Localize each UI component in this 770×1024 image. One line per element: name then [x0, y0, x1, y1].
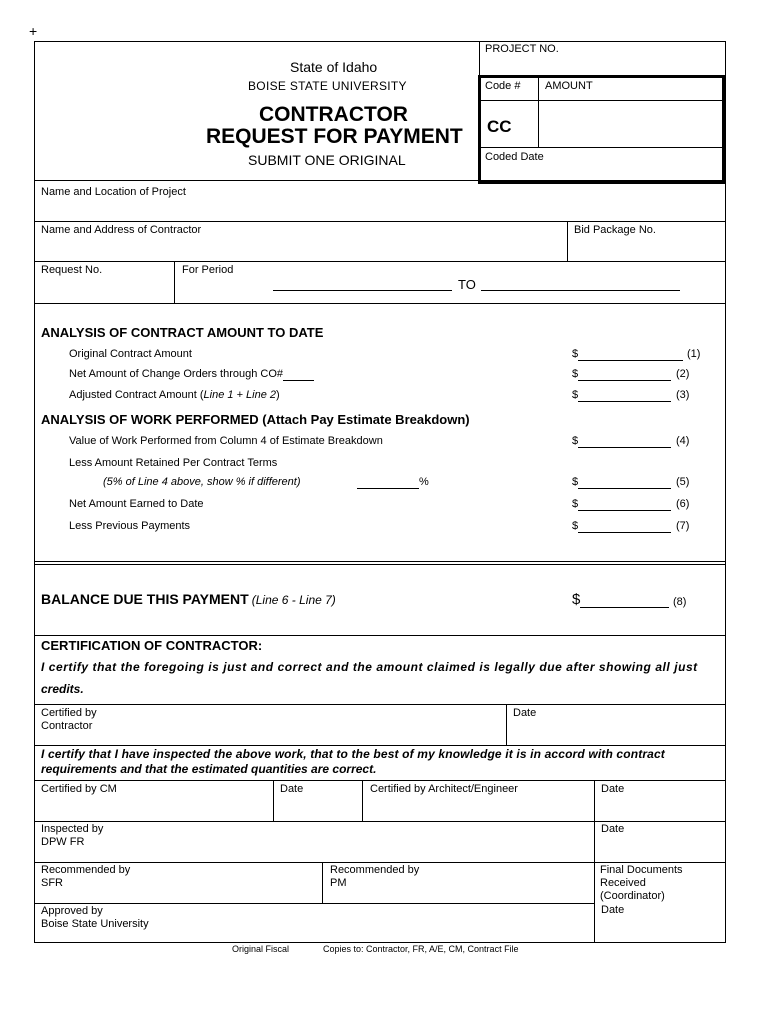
submit-instruction: SUBMIT ONE ORIGINAL — [248, 152, 406, 168]
recommended-divider — [322, 862, 323, 903]
code-row-line2 — [481, 147, 722, 148]
line6-amount-field[interactable] — [578, 499, 671, 511]
inspect-top-line — [34, 745, 726, 746]
line7-label: Less Previous Payments — [69, 520, 191, 532]
inspected-line1: Inspected by — [41, 823, 104, 835]
inspect-statement-line1: I certify that I have inspected the above work, that to the best of my knowledge it is in accord with contract — [41, 747, 665, 761]
inspected-signature-field[interactable] — [120, 824, 588, 860]
top-border — [34, 41, 726, 42]
line4-number: (4) — [676, 435, 690, 447]
line7-amount — [572, 520, 671, 533]
amount-label: AMOUNT — [545, 80, 593, 92]
line3-prefix: Adjusted Contract Amount ( — [69, 389, 204, 401]
line3-label — [69, 389, 280, 402]
certified-contractor-top-line — [34, 704, 726, 705]
ae-date-field[interactable] — [601, 797, 720, 817]
line5-number: (5) — [676, 476, 690, 488]
bottom-border — [34, 942, 726, 943]
approved-line1: Approved by — [41, 905, 103, 917]
line5-amount — [572, 476, 671, 489]
certification-heading: CERTIFICATION OF CONTRACTOR: — [41, 638, 263, 653]
contractor-date-label: Date — [513, 707, 537, 719]
line3-formula: Line 1 + Line 2 — [203, 389, 276, 401]
inspected-top-line — [34, 821, 726, 822]
state-name: State of Idaho — [290, 59, 378, 75]
contractor-top-line — [34, 221, 726, 222]
right-border — [725, 41, 726, 942]
left-border — [34, 41, 35, 942]
request-divider — [174, 261, 175, 303]
contractor-signature-field[interactable] — [112, 708, 500, 740]
project-name-field[interactable] — [41, 200, 721, 218]
approved-top-line — [34, 903, 595, 904]
certification-top-line — [34, 635, 726, 636]
for-period-label: For Period — [182, 264, 234, 276]
balance-number: (8) — [673, 596, 687, 608]
bid-divider — [567, 221, 568, 261]
cm-date-label: Date — [280, 783, 304, 795]
project-no-field[interactable] — [485, 56, 721, 74]
plus-mark: + — [29, 23, 38, 39]
request-top-line — [34, 261, 726, 262]
project-no-divider — [479, 41, 480, 78]
line2-label — [69, 368, 314, 381]
balance-label: BALANCE DUE THIS PAYMENT — [41, 591, 249, 607]
request-no-field[interactable] — [41, 278, 169, 298]
line2-amount-field[interactable] — [578, 369, 671, 381]
project-name-label: Name and Location of Project — [41, 186, 186, 198]
dollar-sign: $ — [572, 498, 579, 510]
final-docs-line1: Final Documents — [600, 864, 683, 876]
line4-amount-field[interactable] — [578, 436, 671, 448]
certification-statement-line1: I certify that the foregoing is just and correct and the amount claimed is legally due after showing all just — [41, 660, 698, 674]
footer-original: Original Fiscal — [232, 944, 290, 954]
certified-cm-label: Certified by CM — [41, 783, 117, 795]
retained-note: (5% of Line 4 above, show % if different) — [103, 476, 301, 488]
percent-sign: % — [419, 476, 429, 488]
inspected-line2: DPW FR — [41, 836, 85, 848]
contractor-date-field[interactable] — [545, 708, 720, 740]
dollar-sign: $ — [572, 476, 579, 488]
certification-statement-line2: credits. — [41, 682, 84, 696]
university-name: BOISE STATE UNIVERSITY — [248, 79, 407, 93]
recommended-sfr-line1: Recommended by — [41, 864, 131, 876]
balance-top-line2 — [34, 564, 726, 565]
line2-amount — [572, 368, 671, 381]
bid-package-label: Bid Package No. — [574, 224, 656, 236]
final-date-field[interactable] — [601, 918, 720, 938]
line4-amount — [572, 435, 671, 448]
approved-signature-field[interactable] — [180, 906, 588, 938]
cm-signature-field[interactable] — [41, 797, 267, 817]
ae-date-label: Date — [601, 783, 625, 795]
amount-field[interactable] — [542, 104, 718, 144]
period-from-field[interactable] — [273, 290, 452, 291]
line3-amount-field[interactable] — [578, 390, 671, 402]
line3-suffix: ) — [276, 389, 280, 401]
dollar-sign: $ — [572, 389, 579, 401]
work-analysis-heading: ANALYSIS OF WORK PERFORMED (Attach Pay Estimate Breakdown) — [41, 412, 470, 427]
code-value: CC — [487, 117, 512, 136]
line5-amount-field[interactable] — [578, 477, 671, 489]
line6-number: (6) — [676, 498, 690, 510]
line1-number: (1) — [687, 348, 701, 360]
code-divider — [538, 78, 539, 147]
code-row-line1 — [481, 100, 722, 101]
line3-number: (3) — [676, 389, 690, 401]
cm-date-field[interactable] — [280, 797, 358, 817]
period-to-field[interactable] — [481, 290, 680, 291]
code-label: Code # — [485, 80, 521, 92]
cm-divider2 — [362, 780, 363, 821]
certified-by-line2: Contractor — [41, 720, 93, 732]
dollar-sign: $ — [572, 435, 579, 447]
project-no-label: PROJECT NO. — [485, 43, 559, 55]
recommended-top-line — [34, 862, 726, 863]
recommended-pm-line1: Recommended by — [330, 864, 420, 876]
pm-signature-field[interactable] — [430, 865, 588, 899]
cm-top-line — [34, 780, 726, 781]
line7-amount-field[interactable] — [578, 521, 671, 533]
balance-amount-field[interactable] — [580, 593, 669, 608]
line1-amount — [572, 348, 683, 361]
date-column-divider — [594, 780, 595, 942]
co-number-field[interactable] — [283, 369, 314, 381]
footer-copies: Copies to: Contractor, FR, A/E, CM, Contract File — [323, 944, 519, 954]
balance-top-line1 — [34, 561, 726, 562]
coded-date-label: Coded Date — [485, 151, 544, 163]
sfr-signature-field[interactable] — [140, 865, 316, 899]
line2-label-text: Net Amount of Change Orders through CO# — [69, 368, 284, 380]
line2-number: (2) — [676, 368, 690, 380]
dollar-sign: $ — [572, 520, 579, 532]
dollar-sign: $ — [572, 591, 581, 608]
certified-by-line1: Certified by — [41, 707, 97, 719]
balance-note: (Line 6 - Line 7) — [251, 593, 336, 607]
dollar-sign: $ — [572, 348, 579, 360]
form-title-line1: CONTRACTOR — [259, 103, 408, 126]
to-label: TO — [458, 277, 476, 292]
inspected-date-field[interactable] — [601, 838, 720, 858]
approved-line2: Boise State University — [41, 918, 149, 930]
form-title-line2: REQUEST FOR PAYMENT — [206, 125, 463, 148]
final-docs-line2: Received — [600, 877, 646, 889]
line1-label: Original Contract Amount — [69, 348, 192, 360]
contractor-field[interactable] — [41, 238, 561, 258]
dollar-sign: $ — [572, 368, 579, 380]
contractor-label: Name and Address of Contractor — [41, 224, 202, 236]
line1-amount-field[interactable] — [578, 349, 683, 361]
retained-percent-field[interactable] — [357, 477, 419, 489]
line6-label: Net Amount Earned to Date — [69, 498, 204, 510]
final-docs-line3: (Coordinator) — [600, 890, 665, 902]
recommended-sfr-line2: SFR — [41, 877, 63, 889]
inspected-date-label: Date — [601, 823, 625, 835]
recommended-pm-line2: PM — [330, 877, 347, 889]
line4-label: Value of Work Performed from Column 4 of Estimate Breakdown — [69, 435, 383, 447]
line7-number: (7) — [676, 520, 690, 532]
request-no-label: Request No. — [41, 264, 103, 276]
line6-amount — [572, 498, 671, 511]
balance-row — [41, 591, 336, 608]
contract-analysis-heading: ANALYSIS OF CONTRACT AMOUNT TO DATE — [41, 325, 324, 340]
balance-amount — [572, 592, 669, 608]
bid-package-field[interactable] — [574, 238, 720, 258]
inspect-statement-line2: requirements and that the estimated quantities are correct. — [41, 762, 377, 776]
certified-date-divider — [506, 704, 507, 745]
project-top-line — [34, 180, 726, 181]
retained-label: Less Amount Retained Per Contract Terms — [69, 457, 278, 469]
retained-percent — [357, 476, 429, 489]
line3-amount — [572, 389, 671, 402]
analysis-top-line — [34, 303, 726, 304]
final-date-label: Date — [601, 904, 625, 916]
ae-signature-field[interactable] — [370, 797, 590, 817]
certified-ae-label: Certified by Architect/Engineer — [370, 783, 518, 795]
cm-divider1 — [273, 780, 274, 821]
